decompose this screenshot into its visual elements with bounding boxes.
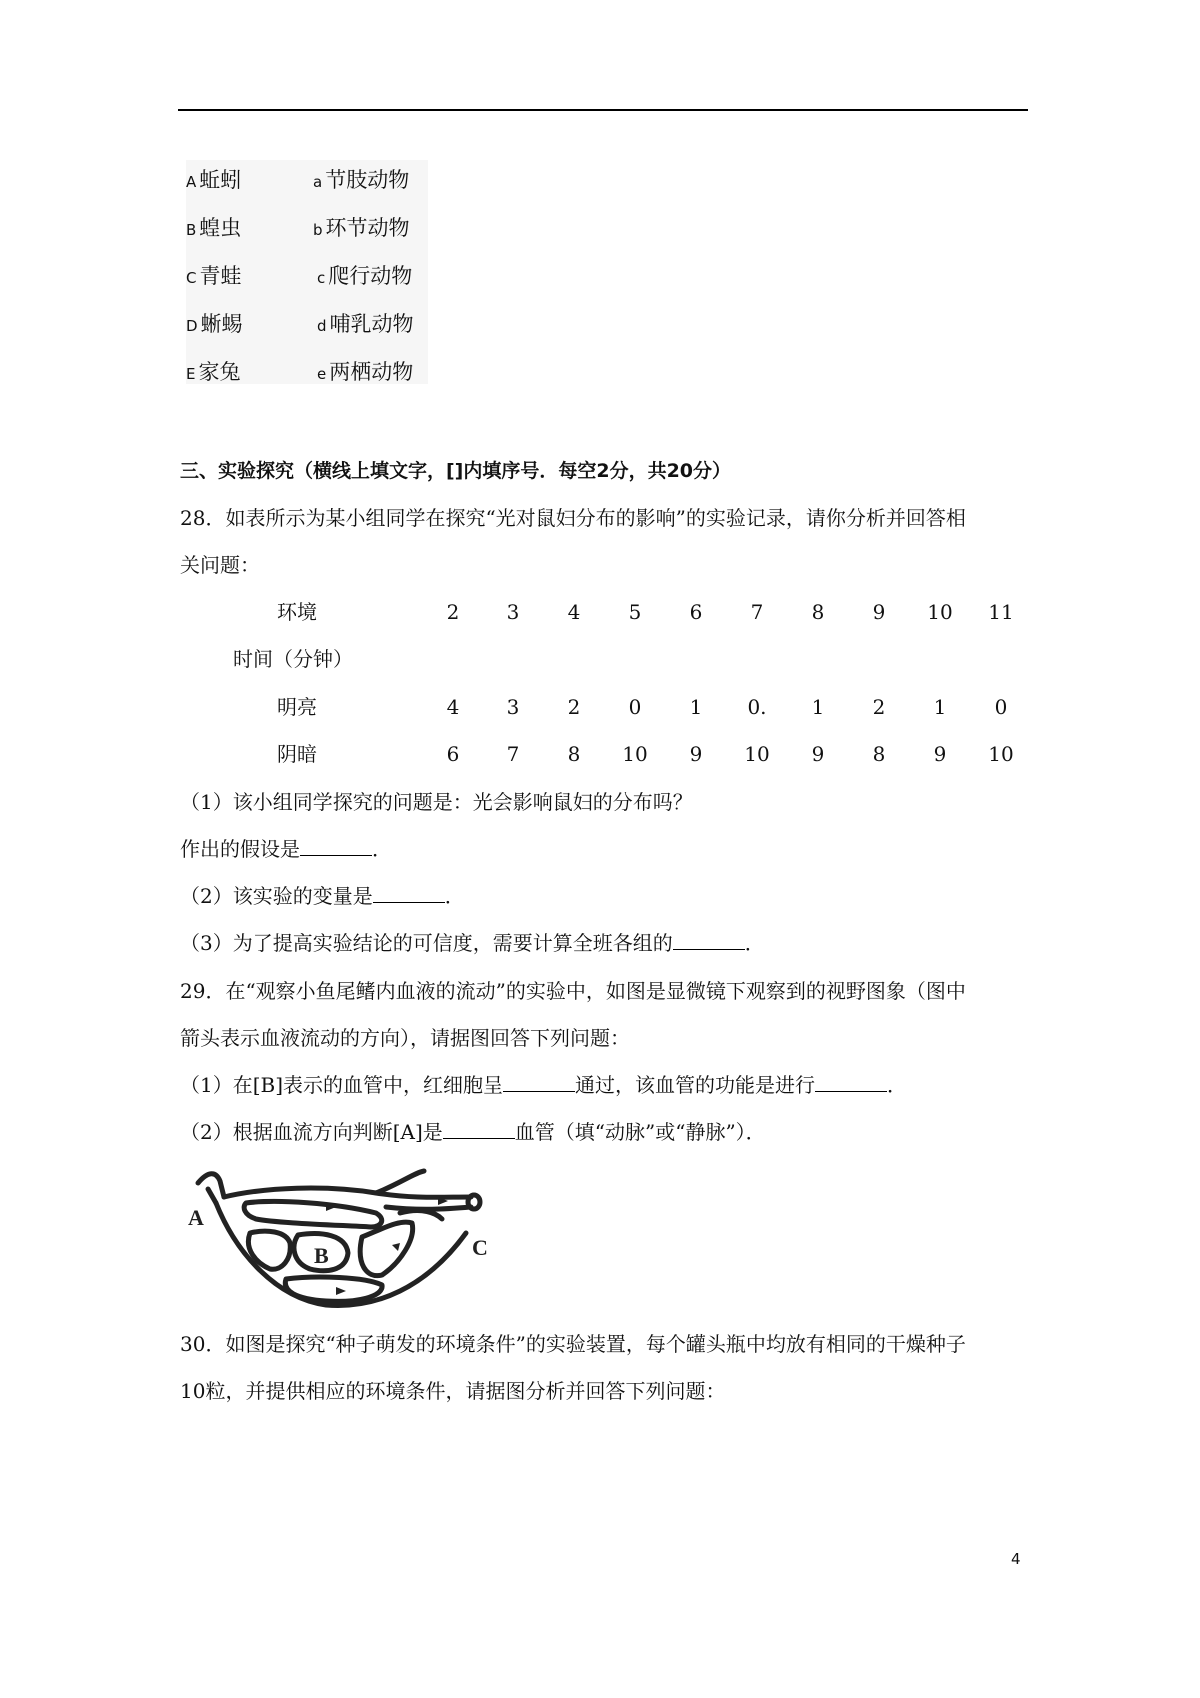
punctuation: ． xyxy=(887,1073,908,1097)
table-cell: 0. xyxy=(747,695,767,719)
matching-row xyxy=(186,164,428,194)
right-letter: c xyxy=(317,269,326,287)
q28-stem-line2: 关问题： xyxy=(180,553,260,577)
matching-row xyxy=(186,260,428,290)
prompt-text: 作出的假设是 xyxy=(180,837,300,861)
section-title: 三、实验探究（横线上填文字，[]内填序号．每空2分，共20分） xyxy=(180,460,732,482)
matching-row xyxy=(186,308,428,338)
page-number: 4 xyxy=(1011,1550,1021,1568)
answer-blank xyxy=(673,929,745,950)
table-cell: 8 xyxy=(872,742,886,766)
prompt-text: （3）为了提高实验结论的可信度，需要计算全班各组的 xyxy=(180,931,673,955)
blood-vessel-figure xyxy=(186,1163,514,1311)
prompt-text: 血管（填“动脉”或“静脉”）． xyxy=(514,1120,766,1144)
left-animal: 青蛙 xyxy=(199,264,242,288)
table-column-header: 6 xyxy=(689,600,703,624)
q29-stem-line1: 29．在“观察小鱼尾鳍内血液的流动”的实验中，如图是显微镜下观察到的视野图象（图中 xyxy=(180,979,966,1003)
table-column-header: 5 xyxy=(628,600,642,624)
q28-stem-line1: 28．如表所示为某小组同学在探究“光对鼠妇分布的影响”的实验记录，请你分析并回答相 xyxy=(180,506,966,530)
right-category: 哺乳动物 xyxy=(329,312,414,336)
table-row-dark-label: 阴暗 xyxy=(277,742,317,766)
table-cell: 0 xyxy=(994,695,1008,719)
table-cell: 1 xyxy=(933,695,947,719)
table-column-header: 8 xyxy=(811,600,825,624)
matching-row xyxy=(186,212,428,242)
right-category: 环节动物 xyxy=(325,216,410,240)
right-letter: e xyxy=(317,365,327,383)
table-column-header: 10 xyxy=(927,600,953,624)
answer-blank xyxy=(503,1071,575,1092)
table-cell: 10 xyxy=(988,742,1014,766)
left-letter: E xyxy=(186,365,196,383)
matching-exercise xyxy=(186,160,428,384)
table-cell: 7 xyxy=(506,742,520,766)
left-animal: 蚯蚓 xyxy=(199,168,242,192)
left-letter: D xyxy=(186,317,198,335)
table-column-header: 11 xyxy=(988,600,1014,624)
q28-part3 xyxy=(180,929,765,957)
q30-stem-line1: 30．如图是探究“种子萌发的环境条件”的实验装置，每个罐头瓶中均放有相同的干燥种子 xyxy=(180,1332,966,1356)
answer-blank xyxy=(443,1118,515,1139)
prompt-text: （2）根据血流方向判断[A]是 xyxy=(180,1120,443,1144)
table-cell: 10 xyxy=(744,742,770,766)
vessel-outline xyxy=(198,1171,480,1305)
table-cell: 9 xyxy=(811,742,825,766)
q29-part2 xyxy=(180,1118,766,1146)
q29-stem-line2: 箭头表示血液流动的方向），请据图回答下列问题： xyxy=(180,1026,630,1050)
q28-part1-hypothesis xyxy=(180,835,392,863)
table-column-header: 4 xyxy=(567,600,581,624)
left-animal: 蜥蜴 xyxy=(200,312,243,336)
right-letter: b xyxy=(313,221,323,239)
left-letter: B xyxy=(186,221,197,239)
left-letter: A xyxy=(186,173,197,191)
table-cell: 3 xyxy=(506,695,520,719)
matching-row xyxy=(186,356,428,386)
table-cell: 10 xyxy=(622,742,648,766)
table-column-header: 7 xyxy=(750,600,764,624)
table-cell: 8 xyxy=(567,742,581,766)
prompt-text: （1）在[B]表示的血管中，红细胞呈 xyxy=(180,1073,504,1097)
table-cell: 2 xyxy=(567,695,581,719)
right-category: 两栖动物 xyxy=(329,360,414,384)
right-letter: d xyxy=(317,317,327,335)
table-cell: 1 xyxy=(689,695,703,719)
label-b: B xyxy=(314,1243,329,1268)
table-cell: 1 xyxy=(811,695,825,719)
prompt-text: 通过，该血管的功能是进行 xyxy=(575,1073,816,1097)
table-cell: 0 xyxy=(628,695,642,719)
table-cell: 9 xyxy=(689,742,703,766)
right-category: 节肢动物 xyxy=(325,168,410,192)
label-c: C xyxy=(472,1235,488,1260)
left-animal: 蝗虫 xyxy=(199,216,242,240)
table-cell: 9 xyxy=(933,742,947,766)
punctuation: ． xyxy=(372,837,392,861)
left-animal: 家兔 xyxy=(198,360,241,384)
answer-blank xyxy=(373,882,445,903)
punctuation: ． xyxy=(444,884,465,908)
right-letter: a xyxy=(313,173,323,191)
flow-arrow-icon xyxy=(336,1287,346,1295)
prompt-text: （2）该实验的变量是 xyxy=(180,884,373,908)
q28-part1: （1）该小组同学探究的问题是：光会影响鼠妇的分布吗？ xyxy=(180,790,693,814)
table-column-header: 2 xyxy=(446,600,460,624)
table-row-label: 时间（分钟） xyxy=(233,647,353,671)
table-row-bright-label: 明亮 xyxy=(277,695,317,719)
table-header-label: 环境 xyxy=(277,600,317,624)
answer-blank xyxy=(300,835,372,856)
q28-part2 xyxy=(180,882,465,910)
left-letter: C xyxy=(186,269,197,287)
table-cell: 4 xyxy=(446,695,460,719)
header-rule xyxy=(178,109,1028,111)
table-cell: 2 xyxy=(872,695,886,719)
table-column-header: 3 xyxy=(506,600,520,624)
flow-arrow-icon xyxy=(392,1243,400,1251)
punctuation: ． xyxy=(744,931,765,955)
right-category: 爬行动物 xyxy=(328,264,413,288)
q29-part1 xyxy=(180,1071,907,1099)
label-a: A xyxy=(188,1205,204,1230)
table-column-header: 9 xyxy=(872,600,886,624)
table-cell: 6 xyxy=(446,742,460,766)
q30-stem-line2: 10粒，并提供相应的环境条件，请据图分析并回答下列问题： xyxy=(180,1379,726,1403)
answer-blank xyxy=(815,1071,887,1092)
